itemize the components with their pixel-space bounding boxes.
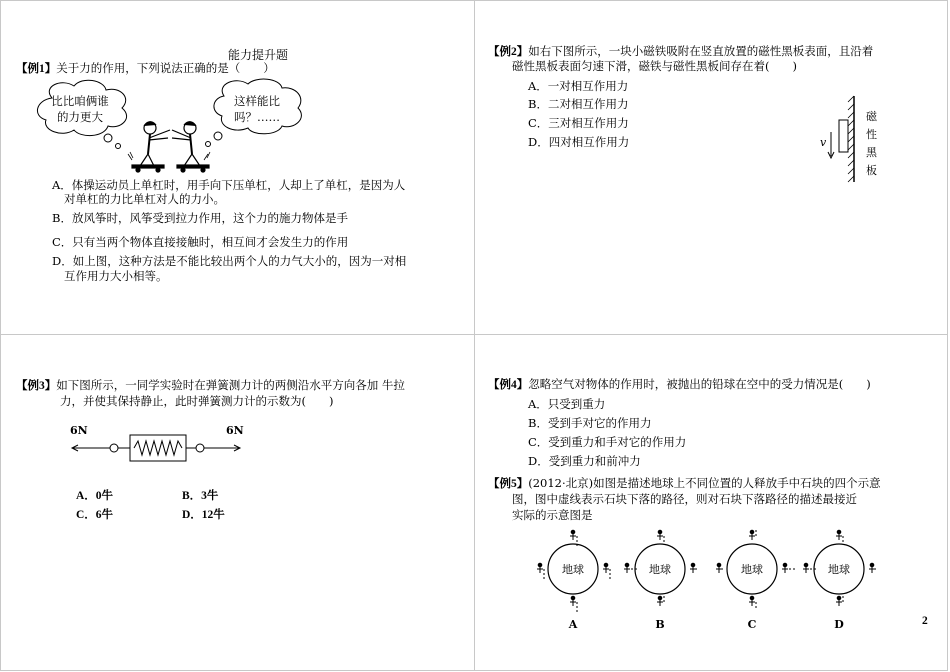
q2-option-c: C．三对相互作用力 xyxy=(528,116,629,130)
q4-option-b: B．受到手对它的作用力 xyxy=(528,416,652,430)
q5-stem-line3: 实际的示意图是 xyxy=(512,508,593,522)
q3-label: 【例3】 xyxy=(16,380,57,392)
person-icon xyxy=(869,563,875,573)
bubble-left-line1: 比比咱俩谁 xyxy=(51,94,109,108)
q3-option-b: B．3牛 xyxy=(182,490,219,502)
bubble-right-line2: 吗？…… xyxy=(234,110,280,124)
q2-stem1: 如右下图所示，一块小磁铁吸附在竖直放置的磁性黑板表面，且沿着 xyxy=(528,44,874,58)
thought-bubble-left xyxy=(37,80,126,148)
q2-magnet-figure xyxy=(815,92,885,186)
q5-stem1: (2012·北京)如图是描述地球上不同位置的人释放手中石块的四个示意 xyxy=(528,476,881,490)
q2-option-d: D．四对相互作用力 xyxy=(528,135,630,149)
earth-label: 地球 xyxy=(741,563,763,576)
q3-option-c: C．6牛 xyxy=(76,509,114,521)
earth-label: 地球 xyxy=(562,563,584,576)
page-number: 2 xyxy=(922,615,928,627)
person-right-icon xyxy=(172,122,210,172)
diagram-label: A xyxy=(568,618,578,631)
q1-option-d-line2: 互作用力大小相等。 xyxy=(64,269,168,283)
vertical-divider xyxy=(474,0,475,670)
bubble-right-line1: 这样能比 xyxy=(234,94,280,108)
q4-stem-line xyxy=(488,377,871,393)
force-left-label: 6N xyxy=(70,424,88,437)
q1-option-c: C．只有当两个物体直接接触时，相互间才会发生力的作用 xyxy=(52,235,349,249)
diagram-label: B xyxy=(655,618,665,631)
q1-option-a-line2: 对单杠的力比单杠对人的力小。 xyxy=(64,192,225,206)
person-icon xyxy=(716,563,722,573)
q4-option-d: D．受到重力和前冲力 xyxy=(528,454,641,468)
person-icon xyxy=(603,563,609,573)
earth-diagram xyxy=(528,522,618,632)
person-icon xyxy=(836,530,842,540)
person-icon xyxy=(803,563,809,573)
q1-option-a-line1: A．体操运动员上单杠时，用手向下压单杠，人却上了单杠，是因为人 xyxy=(52,178,406,192)
q2-stem-line2: 磁性黑板表面匀速下滑，磁铁与磁性黑板间存在着( ) xyxy=(512,59,797,73)
q3-stem1: 如下图所示，一同学实验时在弹簧测力计的两侧沿水平方向各加 牛拉 xyxy=(56,378,405,392)
magnet xyxy=(839,120,848,152)
diagram-label: C xyxy=(747,618,757,631)
q3-stem-line2: 力，并使其保持静止，此时弹簧测力计的示数为( ) xyxy=(60,394,334,408)
q5-stem-line2: 图，图中虚线表示石块下落的路径，则对石块下落路径的描述最接近 xyxy=(512,492,857,506)
person-icon xyxy=(657,530,663,540)
earth-diagram xyxy=(615,522,705,632)
bubble-left-line2: 的力更大 xyxy=(57,110,103,124)
q2-stem-line1 xyxy=(488,44,873,60)
q4-option-c: C．受到重力和手对它的作用力 xyxy=(528,435,687,449)
q2-option-b: B．二对相互作用力 xyxy=(528,97,629,111)
q3-spring-scale-figure xyxy=(60,420,260,466)
person-left-icon xyxy=(128,122,170,172)
earth-diagram xyxy=(707,522,797,632)
q1-skateboard-figure xyxy=(22,78,322,174)
q4-stem: 忽略空气对物体的作用时，被抛出的铅球在空中的受力情况是( ) xyxy=(528,377,871,391)
q1-stem: 关于力的作用，下列说法正确的是（ ） xyxy=(56,61,275,75)
q2-label: 【例2】 xyxy=(488,46,529,58)
earth-diagram xyxy=(794,522,884,632)
q5-label: 【例5】 xyxy=(488,478,529,490)
q1-stem-line xyxy=(16,61,275,77)
q1-option-b: B．放风筝时，风筝受到拉力作用，这个力的施力物体是手 xyxy=(52,211,348,225)
person-icon xyxy=(749,596,755,606)
person-icon xyxy=(624,563,630,573)
person-icon xyxy=(836,596,842,606)
board-char-1: 磁 xyxy=(866,110,877,123)
page-title: 能力提升题 xyxy=(228,48,289,62)
person-icon xyxy=(537,563,543,573)
diagram-label: D xyxy=(834,618,844,631)
q3-option-d: D．12牛 xyxy=(182,509,225,521)
q4-option-a: A．只受到重力 xyxy=(528,397,606,411)
person-icon xyxy=(690,563,696,573)
force-right-label: 6N xyxy=(226,424,244,437)
thought-bubble-right xyxy=(206,79,302,146)
q4-label: 【例4】 xyxy=(488,379,529,391)
person-icon xyxy=(570,596,576,606)
q3-stem-line1 xyxy=(16,378,405,394)
earth-label: 地球 xyxy=(828,563,850,576)
velocity-label: v xyxy=(820,136,827,149)
q1-option-d-line1: D．如上图，这种方法是不能比较出两个人的力气大小的，因为一对相 xyxy=(52,254,407,268)
person-icon xyxy=(782,563,788,573)
board-char-4: 板 xyxy=(866,164,877,177)
horizontal-divider xyxy=(0,334,948,335)
board-char-3: 黑 xyxy=(866,146,877,159)
person-icon xyxy=(657,596,663,606)
q2-option-a: A．一对相互作用力 xyxy=(528,79,629,93)
board-char-2: 性 xyxy=(866,128,877,141)
q1-label: 【例1】 xyxy=(16,63,57,75)
q5-stem-line1 xyxy=(488,476,881,492)
person-icon xyxy=(749,530,755,540)
q3-option-a: A．0牛 xyxy=(76,490,114,502)
earth-label: 地球 xyxy=(649,563,671,576)
person-icon xyxy=(570,530,576,540)
